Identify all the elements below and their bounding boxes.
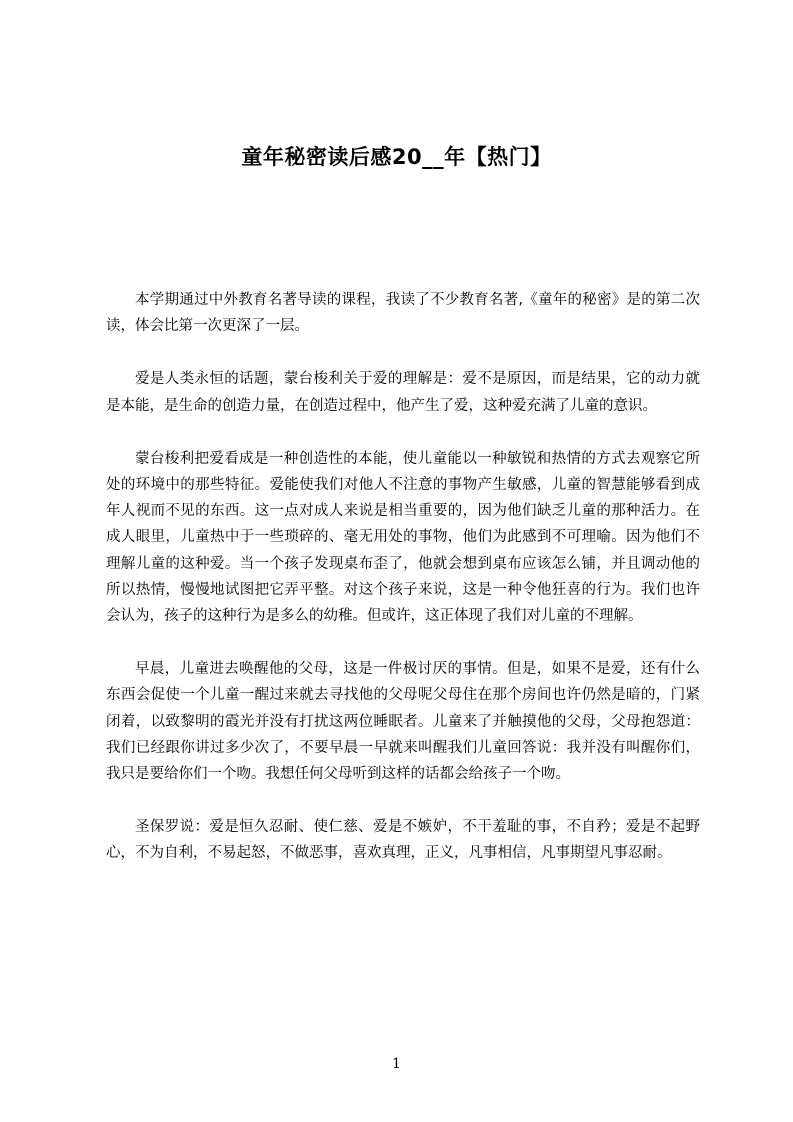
document-title: 童年秘密读后感20__年【热门】 <box>241 145 552 169</box>
paragraph-1: 本学期通过中外教育名著导读的课程，我读了不少教育名著,《童年的秘密》是的第二次读，体会比第一次更深了一层。 <box>106 292 700 335</box>
page-number: 1 <box>392 1056 401 1072</box>
paragraph-3: 蒙台梭利把爱看成是一种创造性的本能，使儿童能以一种敏锐和热情的方式去观察它所处的环境中的那些特征。爱能使我们对他人不注意的事物产生敏感，儿童的智慧能够看到成年人视而不见的东西。这一点对成人来说是相当重要的，因为他们缺乏儿童的那种活力。在成人眼里，儿童热中于一些琐碎的、毫无用处的事物，他们为此感到不可理喻。因为他们不理解儿童的这种爱。当一个孩子发现桌布歪了，他就会想到桌布应该怎么铺，并且调动他的所以热情，慢慢地试图把它弄平整。对这个孩子来说，这是一种令他狂喜的行为。我们也许会认为，孩子的这种行为是多么的幼稚。但或许，这正体现了我们对儿童的不理解。 <box>106 450 700 625</box>
paragraph-2: 爱是人类永恒的话题，蒙台梭利关于爱的理解是：爱不是原因，而是结果，它的动力就是本能，是生命的创造力量，在创造过程中，他产生了爱，这种爱充满了儿童的意识。 <box>106 371 700 414</box>
paragraph-4: 早晨，儿童进去唤醒他的父母，这是一件极讨厌的事情。但是，如果不是爱，还有什么东西会促使一个儿童一醒过来就去寻找他的父母呢父母住在那个房间也许仍然是暗的，门紧闭着，以致黎明的霞光并没有打扰这两位睡眠者。儿童来了并触摸他的父母，父母抱怨道：我们已经跟你讲过多少次了，不要早晨一早就来叫醒我们儿童回答说：我并没有叫醒你们，我只是要给你们一个吻。我想任何父母听到这样的话都会给孩子一个吻。 <box>106 661 700 783</box>
document-body <box>106 287 700 894</box>
paragraph-5: 圣保罗说：爱是恒久忍耐、使仁慈、爱是不嫉妒，不干羞耻的事，不自矜；爱是不起野心，不为自利，不易起怒，不做恶事，喜欢真理，正义，凡事相信，凡事期望凡事忍耐。 <box>106 819 700 862</box>
